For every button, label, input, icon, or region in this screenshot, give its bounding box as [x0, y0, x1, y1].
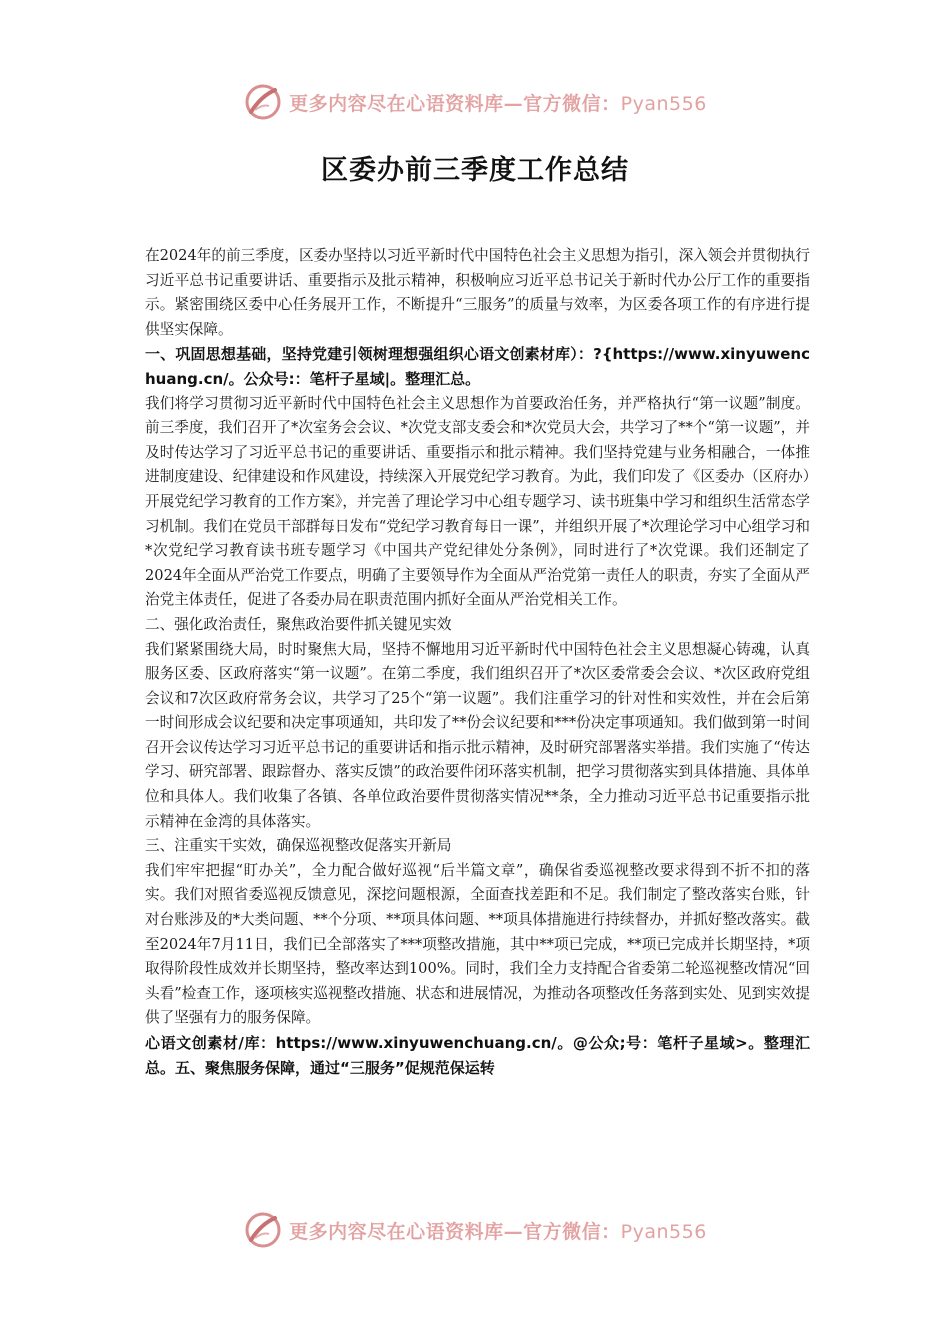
section-heading-2: 二、强化政治责任，聚焦政治要件抓关键见实效 — [145, 615, 452, 633]
intro-paragraph: 在2024年的前三季度，区委办坚持以习近平新时代中国特色社会主义思想为指引，深入领会并贯彻执行习近平总书记重要讲话、重要指示及批示精神，积极响应习近平总书记关于新时代办公厅工作的重要指示。紧密围绕区委中心任务展开工作，不断提升“三服务”的质量与效率，为区委各项工作的有序进行提供坚实保障。 — [145, 247, 810, 338]
footer-banner — [0, 1210, 950, 1250]
brush-logo-icon — [243, 1210, 283, 1250]
header-banner — [0, 82, 950, 122]
section-heading-1: 一、巩固思想基础，坚持党建引领树理想强组织心语文创素材库）：?{https://www.xinyuwenchuang.cn/。公众号:：笔杆子星域|。整理汇总。 — [145, 345, 810, 388]
body-paragraph: 我们牢牢把握“盯办关”，全力配合做好巡视“后半篇文章”，确保省委巡视整改要求得到不折不扣的落实。我们对照省委巡视反馈意见，深挖问题根源，全面查找差距和不足。我们制定了整改落实台账，针对台账涉及的*大类问题、**个分项、**项具体问题、**项具体措施进行持续督办，并抓好整改落实。截至2024年7月11日，我们已全部落实了***项整改措施，其中**项已完成，**项已完成并长期坚持，*项取得阶段性成效并长期坚持，整改率达到100%。同时，我们全力支持配合省委第二轮巡视整改情况“回头看”检查工作，逐项核实巡视整改措施、状态和进展情况，为推动各项整改任务落到实处、见到实效提供了坚强有力的服务保障。 — [145, 861, 810, 1027]
body-paragraph: 我们紧紧围绕大局，时时聚焦大局，坚持不懈地用习近平新时代中国特色社会主义思想凝心铸魂，认真服务区委、区政府落实“第一议题”。在第二季度，我们组织召开了*次区委常委会会议、*次区政府党组会议和7次区政府常务会议，共学习了25个“第一议题”。我们注重学习的针对性和实效性，并在会后第一时间形成会议纪要和决定事项通知，共印发了**份会议纪要和***份决定事项通知。我们做到第一时间召开会议传达学习习近平总书记的重要讲话和指示批示精神，及时研究部署落实举措。我们实施了“传达学习、研究部署、跟踪督办、落实反馈”的政治要件闭环落实机制，把学习贯彻落实到具体措施、具体单位和具体人。我们收集了各镇、各单位政治要件贯彻落实情况**条，全力推动习近平总书记重要指示批示精神在金湾的具体落实。 — [145, 640, 810, 830]
closing-paragraph: 心语文创素材/库：https://www.xinyuwenchuang.cn/。@公众;号：笔杆子星域>。整理汇总。五、聚焦服务保障，通过“三服务”促规范保运转 — [145, 1034, 810, 1077]
document-body — [145, 244, 810, 1080]
body-paragraph: 我们将学习贯彻习近平新时代中国特色社会主义思想作为首要政治任务，并严格执行“第一议题”制度。前三季度，我们召开了*次室务会会议、*次党支部支委会和*次党员大会，共学习了**个“第一议题”，并及时传达学习了习近平总书记的重要讲话、重要指示和批示精神。我们坚持党建与业务相融合，一体推进制度建设、纪律建设和作风建设，持续深入开展党纪学习教育。为此，我们印发了《区委办（区府办）开展党纪学习教育的工作方案》，并完善了理论学习中心组专题学习、读书班集中学习和组织生活常态学习机制。我们在党员干部群每日发布“党纪学习教育每日一课”，并组织开展了*次理论学习中心组学习和*次党纪学习教育读书班专题学习《中国共产党纪律处分条例》，同时进行了*次党课。我们还制定了2024年全面从严治党工作要点，明确了主要领导作为全面从严治党第一责任人的职责，夯实了全面从严治党主体责任，促进了各委办局在职责范围内抓好全面从严治党相关工作。 — [145, 394, 810, 609]
brush-logo-icon — [243, 82, 283, 122]
document-title: 区委办前三季度工作总结 — [321, 155, 629, 186]
banner-text: 更多内容尽在心语资料库—官方微信：Pyan556 — [289, 92, 707, 115]
banner-text: 更多内容尽在心语资料库—官方微信：Pyan556 — [289, 1220, 707, 1243]
section-heading-3: 三、注重实干实效，确保巡视整改促落实开新局 — [145, 837, 452, 855]
